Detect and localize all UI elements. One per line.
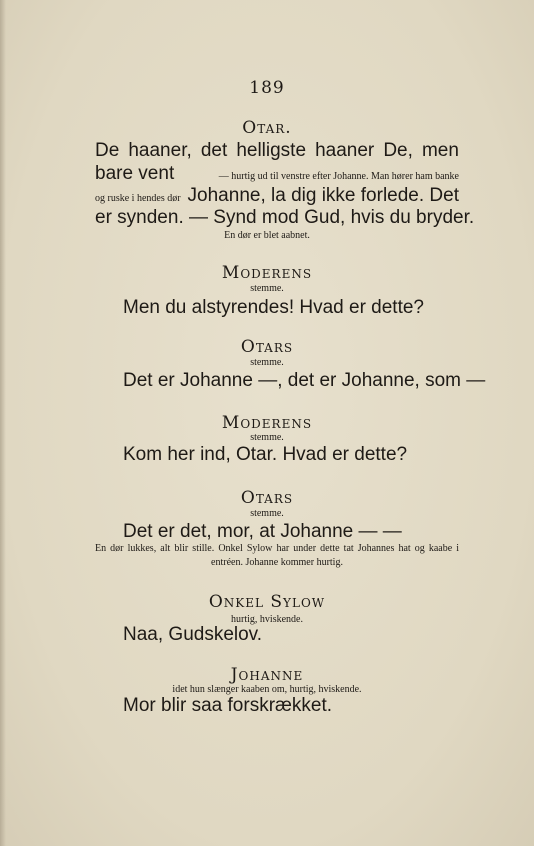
speaker-otar: Otar. [242,118,292,138]
dialogue-text: Johanne, la dig ikke forlede. Det [187,185,459,206]
dialogue-line-sylow: Naa, Gudskelov. [123,624,263,645]
stage-direction-stemme: stemme. [250,283,284,294]
speaker-moderens-2: Moderens [221,413,313,433]
dialogue-line-otar-3 [95,185,459,207]
stage-direction-door-closes: En dør lukkes, alt blir stille. Onkel Sylow har under dette tat Johannes hat og kaabe i entréen. Johanne kommer hurtig. [95,543,459,568]
stage-direction-door: En dør er blet aabnet. [224,230,310,241]
stage-direction-johanne: idet hun slænger kaaben om, hurtig, hviskende. [172,684,362,695]
dialogue-line-otar-1 [95,140,459,162]
page-number: 189 [249,78,285,98]
speaker-moderens-1: Moderens [221,263,313,283]
stage-direction-stemme: stemme. [250,508,284,519]
text-segment: De [95,140,120,161]
stage-direction: — hurtig ud til venstre efter Johanne. Man hører ham banke [218,171,459,182]
dialogue-line-otar-4: er synden. — Synd mod Gud, hvis du bryder. [95,207,475,228]
dialogue-line-otars-2: Det er det, mor, at Johanne — — [123,521,402,542]
text-segment: det [200,140,228,161]
stage-direction-stemme: stemme. [250,432,284,443]
speaker-otars-1: Otars [240,337,294,357]
text-segment: haaner [315,140,375,161]
text-segment: haaner, [128,140,192,161]
speaker-johanne: Johanne [230,665,304,685]
text-segment: De, [383,140,413,161]
dialogue-line-otars-1: Det er Johanne —, det er Johanne, som — [123,370,486,391]
stage-direction: og ruske i hendes dør [95,193,181,204]
dialogue-line-otar-2 [95,163,459,185]
speaker-otars-2: Otars [240,488,294,508]
dialogue-line-johanne: Mor blir saa forskrækket. [123,695,333,716]
speaker-onkel-sylow: Onkel Sylow [208,592,326,612]
text-segment: men [421,140,459,161]
dialogue-text: bare vent [95,163,175,184]
dialogue-line-moderens-2: Kom her ind, Otar. Hvad er dette? [123,444,408,465]
stage-direction-hviskende: hurtig, hviskende. [231,614,303,625]
text-segment: helligste [236,140,307,161]
stage-direction-stemme: stemme. [250,357,284,368]
dialogue-line-moderens-1: Men du alstyrendes! Hvad er dette? [123,297,425,318]
